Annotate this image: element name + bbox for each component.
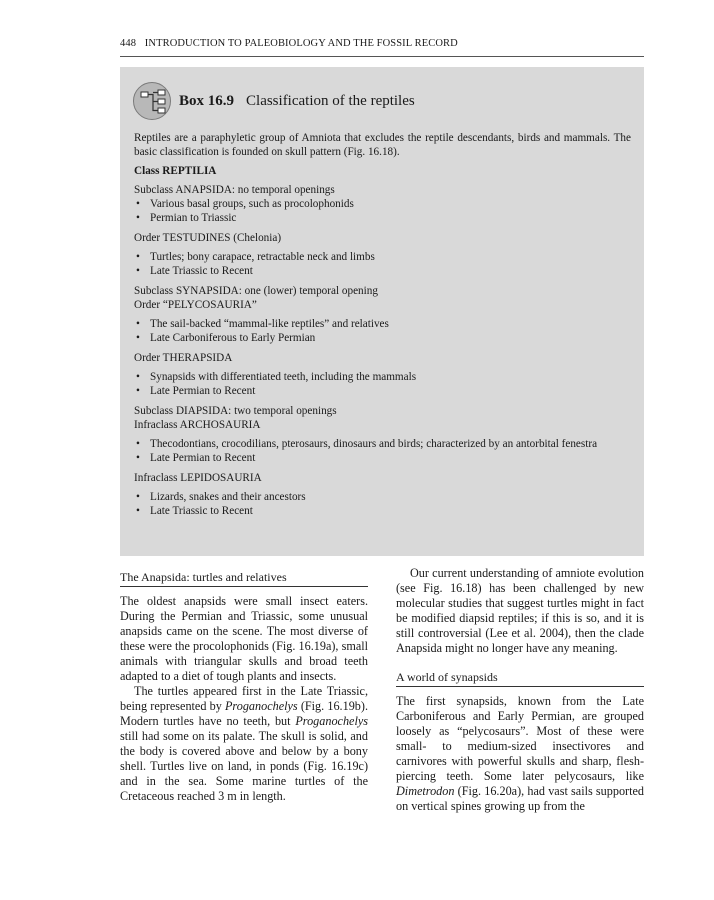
bullet-list <box>134 317 631 345</box>
paragraph: The turtles appeared first in the Late Triassic, being represented by Proganochelys (Fig. 16.19b). Modern turtles have no teeth, but Proganochelys still had some on its palate. The skull is solid, and the body is covered above and below by a bony shell. Turtles live on land, in ponds (Fig. 16.19c) and in the sea. Some marine turtles of the Cretaceous reached 3 m in length. <box>120 684 368 803</box>
paragraph: The first synapsids, known from the Late Carboniferous and Early Permian, are grouped loosely as “pelycosaurs”. Most of these were small- to medium-sized insectivores and carnivores with powerful skulls and sharp, flesh-piercing teeth. Some later pelycosaurs, like Dimetrodon (Fig. 16.20a), had vast sails supported on vertical spines growing up from the <box>396 694 644 813</box>
list-item: • Permian to Triassic <box>134 211 631 225</box>
running-head <box>120 38 644 49</box>
list-item: • Late Triassic to Recent <box>134 264 631 278</box>
taxon-name: Dimetrodon <box>396 784 455 798</box>
bullet-list <box>134 197 631 225</box>
box-body <box>134 131 631 524</box>
list-item: • Synapsids with differentiated teeth, including the mammals <box>134 370 631 384</box>
paragraph: Our current understanding of amniote evolution (see Fig. 16.18) has been challenged by new molecular studies that suggest turtles might in fact be modified diapsid reptiles; if this is so, and it is still controversial (Lee et al. 2004), then the clade Anapsida might no longer have any meaning. <box>396 566 644 655</box>
list-item: • Turtles; bony carapace, retractable neck and limbs <box>134 250 631 264</box>
running-title: INTRODUCTION TO PALEOBIOLOGY AND THE FOSSIL RECORD <box>144 38 458 49</box>
box-intro: Reptiles are a paraphyletic group of Amniota that excludes the reptile descendants, birds and mammals. The basic classification is founded on skull pattern (Fig. 16.18). <box>134 132 631 158</box>
taxon-label: Subclass DIAPSIDA: two temporal openings <box>134 405 337 417</box>
list-item: • Late Carboniferous to Early Permian <box>134 331 631 345</box>
list-item: • Lizards, snakes and their ancestors <box>134 490 631 504</box>
box-number: Box 16.9 <box>179 92 235 109</box>
list-item: • Late Permian to Recent <box>134 451 631 465</box>
taxon-name: Proganochelys <box>295 714 368 728</box>
taxon-group-lepidosauria <box>134 471 631 518</box>
left-column <box>120 570 368 804</box>
header-rule <box>120 56 644 57</box>
right-column <box>396 566 644 814</box>
bullet-list <box>134 370 631 398</box>
taxon-group-synapsida <box>134 284 631 345</box>
classification-box <box>120 67 644 556</box>
class-heading: Class REPTILIA <box>134 165 217 177</box>
taxon-label: Order TESTUDINES (Chelonia) <box>134 232 282 244</box>
bullet-list <box>134 437 631 465</box>
page-number: 448 <box>120 38 137 49</box>
taxon-group-therapsida <box>134 351 631 398</box>
section-heading-anapsida: The Anapsida: turtles and relatives <box>120 570 368 587</box>
list-item: • The sail-backed “mammal-like reptiles” and relatives <box>134 317 631 331</box>
taxon-group-anapsida <box>134 183 631 225</box>
taxon-name: Proganochelys <box>224 699 298 713</box>
taxon-group-diapsida <box>134 404 631 465</box>
taxon-label: Subclass ANAPSIDA: no temporal openings <box>134 184 335 196</box>
taxon-group-testudines <box>134 231 631 278</box>
bullet-list <box>134 250 631 278</box>
box-title: Classification of the reptiles <box>246 92 415 109</box>
list-item: • Late Permian to Recent <box>134 384 631 398</box>
box-header <box>133 81 415 121</box>
list-item: • Various basal groups, such as procolophonids <box>134 197 631 211</box>
taxon-label: Infraclass LEPIDOSAURIA <box>134 472 262 484</box>
bullet-list <box>134 490 631 518</box>
cladogram-icon <box>133 82 171 120</box>
taxon-label: Subclass SYNAPSIDA: one (lower) temporal opening <box>134 285 378 297</box>
taxon-label: Order “PELYCOSAURIA” <box>134 299 257 311</box>
paragraph: The oldest anapsids were small insect eaters. During the Permian and Triassic, some unusual anapsids came on the scene. The most diverse of these were the procolophonids (Fig. 16.19a), small animals with triangular skulls and broad teeth adapted to a diet of tough plants and insects. <box>120 594 368 683</box>
list-item: • Thecodontians, crocodilians, pterosaurs, dinosaurs and birds; characterized by an antorbital fenestra <box>134 437 631 451</box>
taxon-label: Order THERAPSIDA <box>134 352 233 364</box>
taxon-label: Infraclass ARCHOSAURIA <box>134 419 261 431</box>
section-heading-synapsids: A world of synapsids <box>396 670 644 687</box>
list-item: • Late Triassic to Recent <box>134 504 631 518</box>
